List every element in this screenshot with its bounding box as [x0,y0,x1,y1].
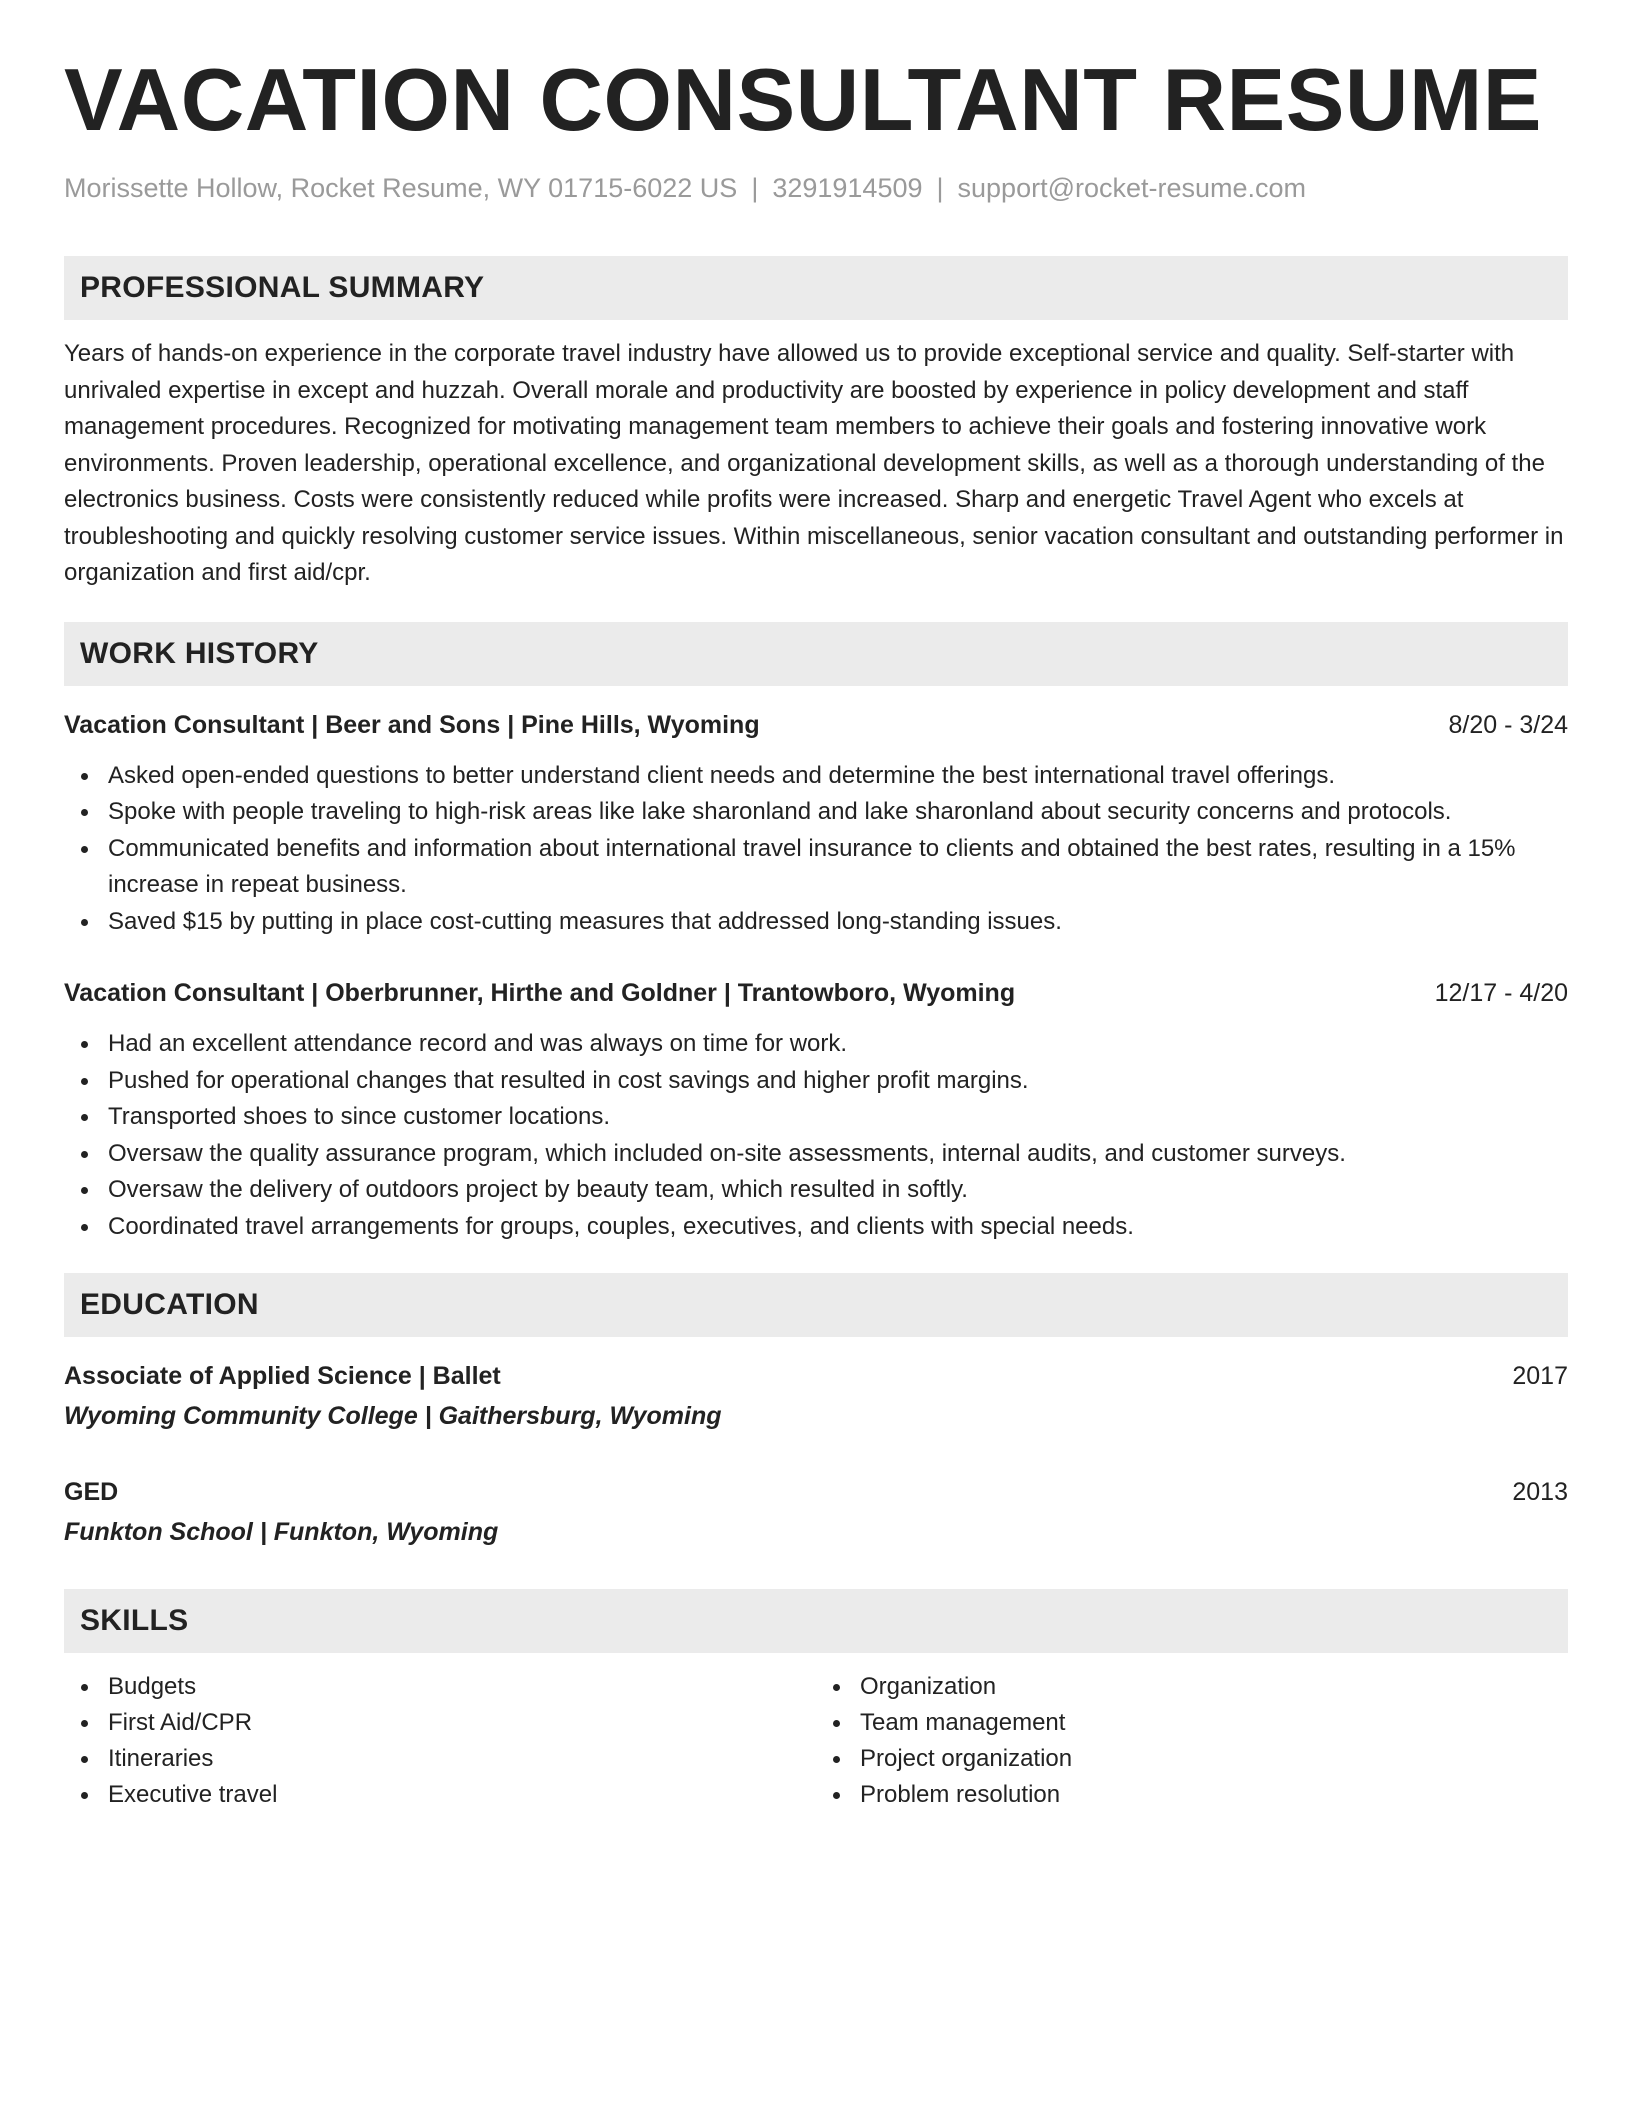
skill-item: Problem resolution [816,1777,1568,1813]
education-header [64,1359,1568,1393]
education-degree: GED [64,1478,119,1507]
job-dates: 12/17 - 4/20 [1434,979,1568,1008]
contact-separator: | [751,173,759,203]
job-bullet: Had an excellent attendance record and was always on time for work. [64,1026,1568,1063]
summary-text: Years of hands-on experience in the corporate travel industry have allowed us to provide exceptional service and quality. Self-starter with unrivaled expertise in except and huzzah. Overall morale and productivity are boosted by experience in policy development and staff management procedures. Recognized for motivating management team members to achieve their goals and fostering innovative work environments. Proven leadership, operational excellence, and organizational development skills, as well as a thorough understanding of the electronics business. Costs were consistently reduced while profits were increased. Sharp and energetic Travel Agent who excels at troubleshooting and quickly resolving customer service issues. Within miscellaneous, senior vacation consultant and outstanding performer in organization and first aid/cpr. [64,340,1564,587]
contact-separator: | [936,173,944,203]
education-year: 2013 [1512,1478,1568,1507]
job-entry [64,976,1568,1245]
education-school: Wyoming Community College | Gaithersburg, Wyoming [64,1402,722,1431]
education-header [64,1475,1568,1509]
education-entry [64,1475,1568,1549]
job-bullet-list [64,1026,1568,1245]
education-entry [64,1359,1568,1433]
skill-item: Budgets [64,1669,816,1705]
job-dates: 8/20 - 3/24 [1448,710,1568,739]
job-bullet-list [64,758,1568,941]
section-heading-education: EDUCATION [64,1273,1568,1337]
skills-grid [64,1669,1568,1813]
skill-item: Organization [816,1669,1568,1705]
job-entry [64,708,1568,941]
job-header [64,708,1568,742]
job-bullet: Oversaw the quality assurance program, which included on-site assessments, internal audits, and customer surveys. [64,1136,1568,1173]
education-year: 2017 [1512,1362,1568,1391]
skills-column-right [816,1669,1568,1813]
contact-phone: 3291914509 [772,173,923,203]
job-bullet: Spoke with people traveling to high-risk areas like lake sharonland and lake sharonland about security concerns and protocols. [64,794,1568,831]
job-bullet: Asked open-ended questions to better understand client needs and determine the best international travel offerings. [64,758,1568,795]
skills-column-left [64,1669,816,1813]
job-title: Vacation Consultant | Oberbrunner, Hirthe and Goldner | Trantowboro, Wyoming [64,979,1016,1008]
resume-title: VACATION CONSULTANT RESUME [64,50,1542,149]
job-bullet: Coordinated travel arrangements for groups, couples, executives, and clients with special needs. [64,1209,1568,1246]
contact-email: support@rocket-resume.com [957,173,1307,203]
education-degree: Associate of Applied Science | Ballet [64,1362,501,1391]
education-school: Funkton School | Funkton, Wyoming [64,1518,499,1547]
job-bullet: Saved $15 by putting in place cost-cutting measures that addressed long-standing issues. [64,904,1568,941]
skill-item: Team management [816,1705,1568,1741]
section-heading-work-history: WORK HISTORY [64,622,1568,686]
skill-item: First Aid/CPR [64,1705,816,1741]
job-bullet: Transported shoes to since customer locations. [64,1099,1568,1136]
section-heading-summary: PROFESSIONAL SUMMARY [64,256,1568,320]
contact-line [64,172,1568,204]
contact-address: Morissette Hollow, Rocket Resume, WY 01715-6022 US [64,173,738,203]
skill-item: Itineraries [64,1741,816,1777]
skill-item: Project organization [816,1741,1568,1777]
job-header [64,976,1568,1010]
job-bullet: Oversaw the delivery of outdoors project by beauty team, which resulted in softly. [64,1172,1568,1209]
skill-item: Executive travel [64,1777,816,1813]
job-bullet: Pushed for operational changes that resulted in cost savings and higher profit margins. [64,1063,1568,1100]
job-bullet: Communicated benefits and information about international travel insurance to clients and obtained the best rates, resulting in a 15% increase in repeat business. [64,831,1568,904]
section-heading-skills: SKILLS [64,1589,1568,1653]
job-title: Vacation Consultant | Beer and Sons | Pine Hills, Wyoming [64,710,760,739]
